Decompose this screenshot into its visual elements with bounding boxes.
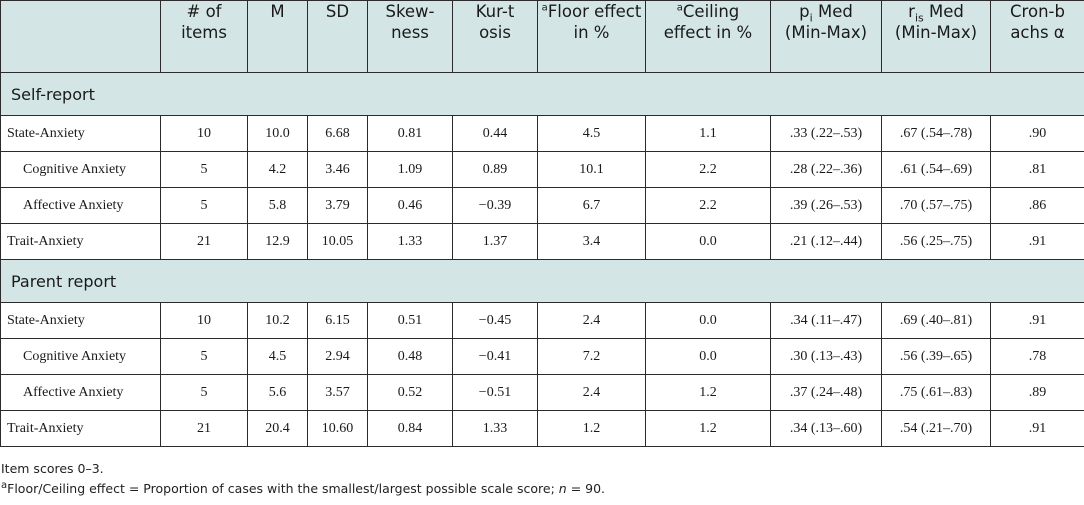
header-pi-med: [771, 1, 882, 73]
alpha-cell: .78: [991, 339, 1084, 375]
header-m: M: [248, 1, 308, 73]
items-cell: 21: [161, 224, 248, 260]
pi-med-cell: .21 (.12–.44): [771, 224, 882, 260]
items-cell: 5: [161, 188, 248, 224]
sd-cell: 2.94: [308, 339, 368, 375]
row-label: Cognitive Anxiety: [1, 152, 161, 188]
header-kurtosis-text: Kur-tosis: [475, 2, 515, 42]
table-row: [1, 188, 1084, 224]
note-text: Floor/Ceiling effect = Proportion of cases with the smallest/largest possible scale score;: [7, 481, 559, 496]
m-cell: 4.2: [248, 152, 308, 188]
ris-med-cell: .61 (.54–.69): [882, 152, 991, 188]
header-sd: SD: [308, 1, 368, 73]
header-skewness: [368, 1, 453, 73]
row-label: Cognitive Anxiety: [1, 339, 161, 375]
sd-cell: 3.79: [308, 188, 368, 224]
m-cell: 20.4: [248, 411, 308, 447]
header-floor-sup: a: [541, 2, 548, 14]
ris-med-cell: .75 (.61–.83): [882, 375, 991, 411]
sd-cell: 3.46: [308, 152, 368, 188]
alpha-cell: .81: [991, 152, 1084, 188]
header-ris-base: r: [908, 2, 915, 21]
kurtosis-cell: 1.33: [453, 411, 538, 447]
floor-cell: 1.2: [538, 411, 646, 447]
header-ceiling-text: Ceiling effect in %: [663, 2, 753, 42]
m-cell: 12.9: [248, 224, 308, 260]
skewness-cell: 0.51: [368, 303, 453, 339]
ris-med-cell: .69 (.40–.81): [882, 303, 991, 339]
header-ceiling: [646, 1, 771, 73]
header-pi-base: p: [799, 2, 810, 21]
m-cell: 10.0: [248, 116, 308, 152]
m-cell: 4.5: [248, 339, 308, 375]
ris-med-cell: .67 (.54–.78): [882, 116, 991, 152]
pi-med-cell: .34 (.13–.60): [771, 411, 882, 447]
ceiling-cell: 2.2: [646, 188, 771, 224]
header-ris-med: [882, 1, 991, 73]
alpha-cell: .90: [991, 116, 1084, 152]
sd-cell: 10.60: [308, 411, 368, 447]
header-ceiling-sup: a: [676, 2, 683, 14]
items-cell: 5: [161, 152, 248, 188]
items-cell: 5: [161, 339, 248, 375]
header-floor: [538, 1, 646, 73]
sd-cell: 6.68: [308, 116, 368, 152]
section-title: Self-report: [1, 73, 1084, 116]
floor-cell: 7.2: [538, 339, 646, 375]
row-label: State-Anxiety: [1, 116, 161, 152]
section-header-row: [1, 260, 1084, 303]
table-row: [1, 152, 1084, 188]
header-alpha-text: Cron-bachs α: [1010, 2, 1065, 42]
items-cell: 10: [161, 303, 248, 339]
header-skewness-text: Skew-ness: [385, 2, 435, 42]
ceiling-cell: 0.0: [646, 303, 771, 339]
items-cell: 5: [161, 375, 248, 411]
alpha-cell: .89: [991, 375, 1084, 411]
ceiling-cell: 1.2: [646, 375, 771, 411]
header-ris-rest: Med (Min-Max): [894, 2, 978, 42]
table-row: [1, 116, 1084, 152]
note-floor-ceiling: [1, 479, 605, 499]
ceiling-cell: 2.2: [646, 152, 771, 188]
section-header-row: [1, 73, 1084, 116]
header-floor-text: Floor effect in %: [547, 2, 642, 42]
header-items: [161, 1, 248, 73]
row-label: Affective Anxiety: [1, 188, 161, 224]
header-pi-rest: Med (Min-Max): [784, 2, 868, 42]
note-sup: a: [1, 479, 8, 491]
floor-cell: 4.5: [538, 116, 646, 152]
sd-cell: 10.05: [308, 224, 368, 260]
floor-cell: 10.1: [538, 152, 646, 188]
floor-cell: 3.4: [538, 224, 646, 260]
ris-med-cell: .56 (.25–.75): [882, 224, 991, 260]
skewness-cell: 0.48: [368, 339, 453, 375]
note-end: = 90.: [566, 481, 606, 496]
ris-med-cell: .54 (.21–.70): [882, 411, 991, 447]
ceiling-cell: 0.0: [646, 224, 771, 260]
alpha-cell: .91: [991, 303, 1084, 339]
pi-med-cell: .39 (.26–.53): [771, 188, 882, 224]
kurtosis-cell: −0.41: [453, 339, 538, 375]
header-row: [1, 1, 1084, 73]
m-cell: 5.6: [248, 375, 308, 411]
sd-cell: 3.57: [308, 375, 368, 411]
header-pi-sub: i: [809, 11, 813, 25]
ceiling-cell: 0.0: [646, 339, 771, 375]
table-notes: [1, 459, 605, 499]
header-kurtosis: [453, 1, 538, 73]
table-row: [1, 375, 1084, 411]
note-n: n: [558, 481, 567, 496]
kurtosis-cell: −0.39: [453, 188, 538, 224]
skewness-cell: 0.46: [368, 188, 453, 224]
skewness-cell: 0.52: [368, 375, 453, 411]
pi-med-cell: .33 (.22–.53): [771, 116, 882, 152]
skewness-cell: 1.33: [368, 224, 453, 260]
alpha-cell: .91: [991, 224, 1084, 260]
header-ris-sub: is: [914, 11, 924, 25]
items-cell: 10: [161, 116, 248, 152]
skewness-cell: 0.81: [368, 116, 453, 152]
section-title: Parent report: [1, 260, 1084, 303]
header-items-text: # of items: [181, 2, 227, 42]
ceiling-cell: 1.1: [646, 116, 771, 152]
alpha-cell: .86: [991, 188, 1084, 224]
kurtosis-cell: 0.44: [453, 116, 538, 152]
pi-med-cell: .34 (.11–.47): [771, 303, 882, 339]
kurtosis-cell: −0.51: [453, 375, 538, 411]
kurtosis-cell: 1.37: [453, 224, 538, 260]
pi-med-cell: .28 (.22–.36): [771, 152, 882, 188]
table-body: [1, 73, 1084, 447]
table-row: [1, 303, 1084, 339]
row-label: Trait-Anxiety: [1, 224, 161, 260]
ris-med-cell: .70 (.57–.75): [882, 188, 991, 224]
row-label: Trait-Anxiety: [1, 411, 161, 447]
m-cell: 5.8: [248, 188, 308, 224]
skewness-cell: 0.84: [368, 411, 453, 447]
table-row: [1, 339, 1084, 375]
ceiling-cell: 1.2: [646, 411, 771, 447]
floor-cell: 2.4: [538, 375, 646, 411]
sd-cell: 6.15: [308, 303, 368, 339]
kurtosis-cell: −0.45: [453, 303, 538, 339]
pi-med-cell: .37 (.24–.48): [771, 375, 882, 411]
table-row: [1, 224, 1084, 260]
floor-cell: 6.7: [538, 188, 646, 224]
row-label: Affective Anxiety: [1, 375, 161, 411]
floor-cell: 2.4: [538, 303, 646, 339]
kurtosis-cell: 0.89: [453, 152, 538, 188]
m-cell: 10.2: [248, 303, 308, 339]
header-label-col: [1, 1, 161, 73]
table-row: [1, 411, 1084, 447]
pi-med-cell: .30 (.13–.43): [771, 339, 882, 375]
items-cell: 21: [161, 411, 248, 447]
note-item-scores: Item scores 0–3.: [1, 461, 104, 476]
row-label: State-Anxiety: [1, 303, 161, 339]
header-cronbachs-alpha: [991, 1, 1084, 73]
alpha-cell: .91: [991, 411, 1084, 447]
ris-med-cell: .56 (.39–.65): [882, 339, 991, 375]
skewness-cell: 1.09: [368, 152, 453, 188]
